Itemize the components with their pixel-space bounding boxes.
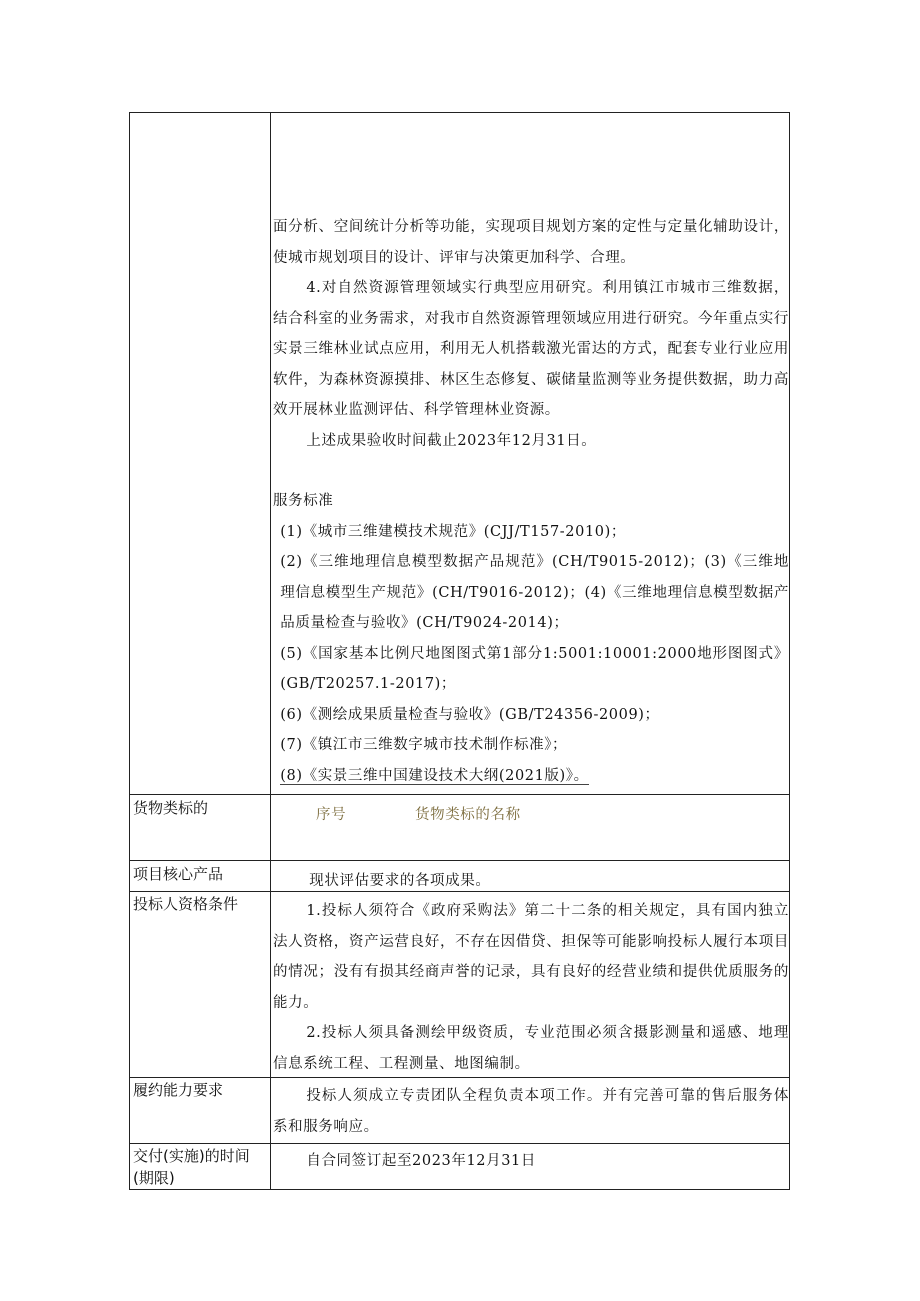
row-label-qualification: 投标人资格条件 — [133, 895, 239, 913]
acceptance-deadline: 上述成果验收时间截止2023年12月31日。 — [306, 432, 597, 449]
row-label-delivery: 交付(实施)的时间(期限) — [133, 1147, 250, 1187]
row-label-goods: 货物类标的 — [133, 799, 209, 817]
delivery-value: 自合同签订起至2023年12月31日 — [306, 1153, 536, 1169]
row-label-core-product: 项目核心产品 — [133, 865, 224, 883]
service-content — [273, 212, 789, 791]
standard-item: (6)《测绘成果质量检查与验收》(GB/T24356-2009)； — [280, 706, 660, 723]
row-divider — [130, 891, 789, 892]
standard-item: (2)《三维地理信息模型数据产品规范》(CH/T9015-2012)；(3)《三维地理信息模型生产规范》(CH/T9016-2012)；(4)《三维地理信息模型数据产品质量检查与验收》(CH/T9024-2014)； — [280, 554, 789, 631]
row-divider — [130, 1143, 789, 1144]
core-product-value: 现状评估要求的各项成果。 — [309, 873, 491, 889]
standard-item: (1)《城市三维建模技术规范》(CJJ/T157-2010)； — [280, 523, 626, 540]
goods-seq-header: 序号 — [316, 807, 347, 823]
standard-item: (7)《镇江市三维数字城市技术制作标准》； — [280, 737, 568, 753]
goods-name-header: 货物类标的名称 — [415, 807, 521, 823]
goods-header — [273, 800, 789, 830]
content-paragraph: 4.对自然资源管理领域实行典型应用研究。利用镇江市城市三维数据，结合科室的业务需求，对我市自然资源管理领域应用进行研究。今年重点实行实景三维林业试点应用，利用无人机搭载激光雷达的方式，配套专业行业应用软件，为森林资源摸排、林区生态修复、碳储量监测等业务提供数据，助力高效开展林业监测评估、科学管理林业资源。 — [273, 280, 789, 418]
standard-item: (5)《国家基本比例尺地图图式第1部分1:5001:10001:2000地形图图式》(GB/T20257.1-2017)； — [280, 645, 789, 692]
standards-title: 服务标准 — [273, 493, 334, 509]
delivery-text — [273, 1146, 789, 1177]
column-divider — [270, 113, 271, 1189]
row-divider — [130, 794, 789, 795]
content-paragraph: 面分析、空间统计分析等功能，实现项目规划方案的定性与定量化辅助设计，使城市规划项目的设计、评审与决策更加科学、合理。 — [273, 219, 789, 266]
row-label-performance: 履约能力要求 — [133, 1081, 224, 1099]
performance-value: 投标人须成立专责团队全程负责本项工作。并有完善可靠的售后服务体系和服务响应。 — [273, 1088, 789, 1135]
requirements-table — [129, 112, 790, 1190]
row-divider — [130, 860, 789, 861]
qualification-text — [273, 896, 789, 1079]
standard-item: (8)《实景三维中国建设技术大纲(2021版)》。 — [280, 767, 589, 784]
performance-text — [273, 1081, 789, 1142]
qualification-paragraph: 1.投标人须符合《政府采购法》第二十二条的相关规定，具有国内独立法人资格，资产运营良好，不存在因借贷、担保等可能影响投标人履行本项目的情况；没有有损其经商声誉的记录，具有良好的经营业绩和提供优质服务的能力。 — [273, 903, 789, 1011]
row-divider — [130, 1077, 789, 1078]
qualification-paragraph: 2.投标人须具备测绘甲级资质，专业范围必须含摄影测量和遥感、地理信息系统工程、工程测量、地图编制。 — [273, 1025, 789, 1072]
